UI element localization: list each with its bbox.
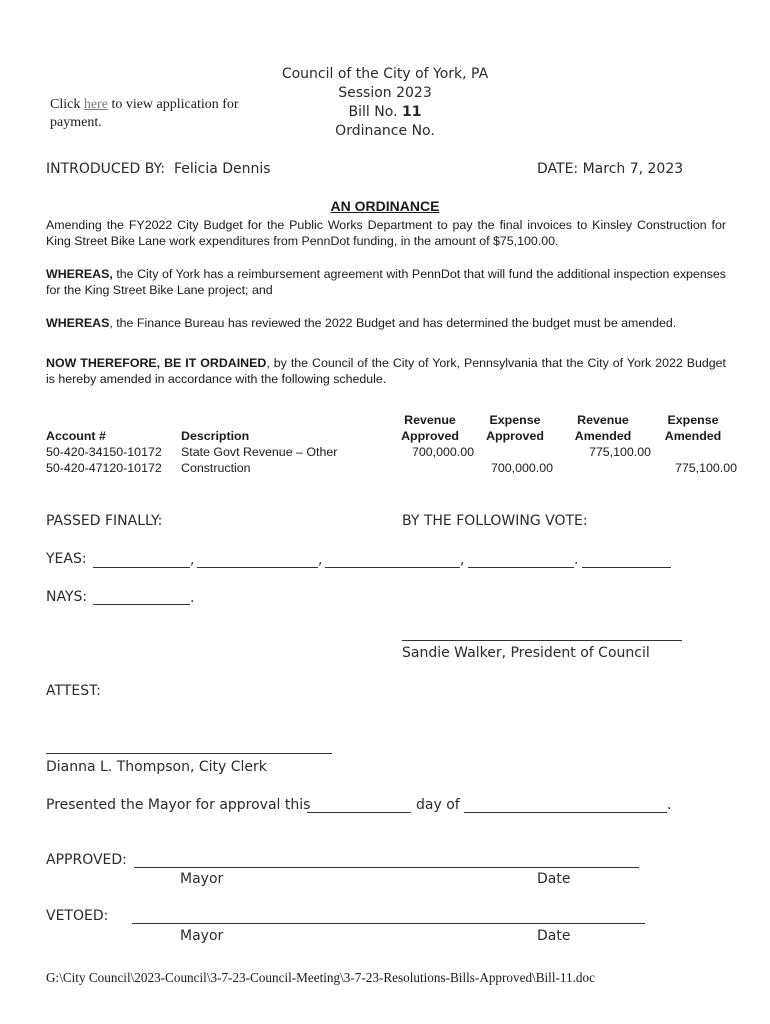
exp-amended-h2: Amended	[664, 429, 722, 443]
col-revenue-approved-header	[390, 412, 470, 444]
ordained-lead: NOW THEREFORE, BE IT ORDAINED	[46, 356, 267, 370]
exp-approved-h2: Approved	[486, 429, 544, 443]
whereas-2	[46, 315, 726, 331]
vetoed-mayor-label: Mayor	[180, 928, 224, 944]
whereas-2-text: , the Finance Bureau has reviewed the 2022 Budget and has determined the budget must be amended.	[109, 316, 677, 330]
vetoed-label: VETOED:	[46, 908, 109, 924]
ordinance-summary: Amending the FY2022 City Budget for the Public Works Department to pay the final invoices to Kinsley Construction for King Street Bike Lane work expenditures from PennDot funding, in the amount of $75,100.00.	[46, 218, 726, 248]
date-label: DATE:	[537, 161, 579, 177]
approved-signature-line	[134, 867, 639, 868]
row2-exp-approved: 700,000.00	[490, 461, 553, 475]
council-title: Council of the City of York, PA	[281, 66, 489, 82]
yea-line-3	[325, 567, 460, 568]
ordained-paragraph	[46, 355, 726, 387]
president-signature-line	[402, 640, 682, 641]
date-value: March 7, 2023	[582, 161, 684, 177]
row1-description: State Govt Revenue – Other	[181, 445, 338, 459]
day-of-text: day of	[416, 797, 460, 813]
attest-label: ATTEST:	[46, 683, 101, 699]
whereas-2-lead: WHEREAS	[46, 316, 110, 330]
clerk-name: Dianna L. Thompson, City Clerk	[46, 759, 267, 775]
click-prefix: Click	[50, 97, 81, 112]
following-vote-label: BY THE FOLLOWING VOTE:	[402, 513, 588, 529]
ordinance-number-label: Ordinance No.	[335, 123, 435, 139]
president-name: Sandie Walker, President of Council	[402, 645, 650, 661]
yea-line-4	[468, 567, 574, 568]
rev-amended-h1: Revenue	[577, 413, 629, 427]
col-expense-approved-header	[475, 412, 555, 444]
whereas-1-text: the City of York has a reimbursement agreement with PennDot that will fund the additional inspection expenses for the King Street Bike Lane project; and	[46, 267, 726, 297]
bill-label: Bill No.	[348, 104, 398, 120]
introduced-label: INTRODUCED BY:	[46, 161, 166, 177]
click-suffix: to view application for	[111, 97, 239, 112]
col-description-header: Description	[181, 429, 250, 443]
click-line2: payment.	[50, 115, 102, 130]
passed-finally-label: PASSED FINALLY:	[46, 513, 163, 529]
presented-month-line	[464, 812, 667, 813]
yea-line-2	[197, 567, 318, 568]
row2-account: 50-420-47120-10172	[46, 461, 162, 475]
presented-period: .	[667, 797, 672, 813]
row1-account: 50-420-34150-10172	[46, 445, 162, 459]
clerk-signature-line	[46, 753, 332, 754]
row1-rev-amended: 775,100.00	[588, 445, 651, 459]
rev-approved-h2: Approved	[401, 429, 459, 443]
introduced-date	[537, 161, 683, 177]
col-expense-amended-header	[653, 412, 733, 444]
file-path-footer: G:\City Council\2023-Council\3-7-23-Council-Meeting\3-7-23-Resolutions-Bills-Approved\Bill-11.doc	[46, 970, 595, 985]
introducer-name: Felicia Dennis	[173, 161, 271, 177]
exp-approved-h1: Expense	[489, 413, 541, 427]
row2-exp-amended: 775,100.00	[674, 461, 737, 475]
nays-label: NAYS:	[46, 589, 88, 605]
session-title: Session 2023	[338, 85, 432, 101]
approved-mayor-label: Mayor	[180, 871, 224, 887]
presented-mayor-text: Presented the Mayor for approval this	[46, 797, 311, 813]
yea-comma-1: ,	[190, 552, 195, 568]
exp-amended-h1: Expense	[667, 413, 719, 427]
rev-amended-h2: Amended	[574, 429, 632, 443]
col-account-header: Account #	[46, 429, 106, 443]
vetoed-signature-line	[132, 923, 645, 924]
rev-approved-h1: Revenue	[404, 413, 456, 427]
yeas-label: YEAS:	[46, 551, 87, 567]
nay-period: .	[190, 590, 195, 606]
vetoed-date-label: Date	[537, 928, 571, 944]
yea-period: .	[574, 552, 579, 568]
approved-label: APPROVED:	[46, 852, 127, 868]
ordinance-title: AN ORDINANCE	[330, 198, 440, 214]
bill-number: 11	[401, 104, 422, 120]
yea-line-1	[93, 567, 190, 568]
bill-number-line	[0, 104, 770, 120]
yea-comma-2: ,	[318, 552, 323, 568]
whereas-1	[46, 266, 726, 298]
yea-line-5	[582, 567, 671, 568]
nay-line	[93, 604, 190, 605]
row2-description: Construction	[181, 461, 251, 475]
whereas-1-lead: WHEREAS,	[46, 267, 113, 281]
yea-comma-3: ,	[460, 552, 465, 568]
introduced-by	[46, 161, 271, 177]
presented-day-line	[307, 812, 411, 813]
application-link[interactable]: here	[83, 97, 108, 112]
col-revenue-amended-header	[563, 412, 643, 444]
ordained-text: , by the Council of the City of York, Pennsylvania that the City of York 2022 Budget is hereby amended in accordance with the following schedule.	[46, 356, 726, 386]
row1-rev-approved: 700,000.00	[411, 445, 474, 459]
approved-date-label: Date	[537, 871, 571, 887]
